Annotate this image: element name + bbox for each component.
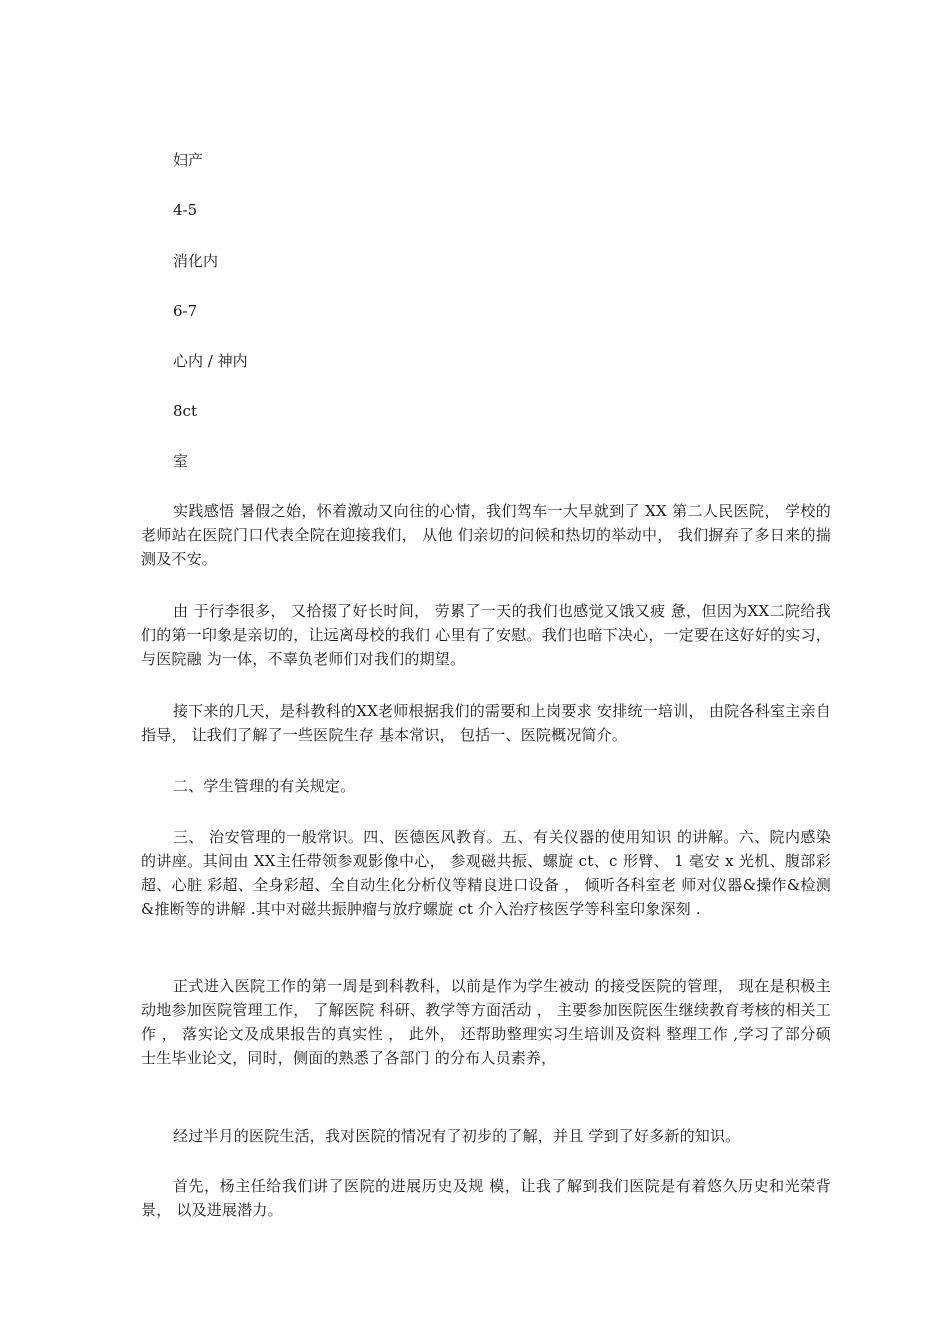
paragraph-student-rules: 二、学生管理的有关规定。	[173, 777, 356, 795]
schedule-line: 8ct	[173, 402, 197, 420]
schedule-line: 6-7	[173, 302, 198, 320]
schedule-line: 心内 / 神内	[173, 352, 248, 370]
paragraph-practice-reflection: 实践感悟 暑假之始，怀着激动又向往的心情，我们驾车一大早就到了 XX 第二人民医院， 学校的老师站在医院门口代表全院在迎接我们， 从他 们亲切的问候和热切的举动中， 我们摒弃了多日来的揣测及不安。	[141, 502, 831, 568]
schedule-line: 消化内	[173, 252, 219, 270]
schedule-line: 妇产	[173, 151, 204, 169]
paragraph-first-week: 正式进入医院工作的第一周是到科教科，以前是作为学生被动 的接受医院的管理， 现在是积极主动地参加医院管理工作， 了解医院 科研、教学等方面活动 ， 主要参加医院医生继续教育考核的相关工作 ， 落实论文及成果报告的真实性 ， 此外， 还帮助整理实习生培训及资料 整理工作 ,学习了部分硕士生毕业论文，同时，侧面的熟悉了各部门 的分布人员素养，	[141, 977, 831, 1067]
paragraph-luggage: 由 于行李很多， 又拾掇了好长时间， 劳累了一天的我们也感觉又饿又疲 惫，但因为XX二院给我们的第一印象是亲切的，让远离母校的我们 心里有了安慰。我们也暗下决心，一定要在这好好的实习，与医院融 为一体，不辜负老师们对我们的期望。	[141, 602, 831, 668]
schedule-line: 室	[173, 452, 189, 470]
paragraph-equipment-visit: 三、 治安管理的一般常识。四、医德医风教育。五、有关仪器的使用知识 的讲解。六、院内感染的讲座。其间由 XX主任带领参观影像中心， 参观磁共振、螺旋 ct、c 形臂、 1 毫安 x 光机、腹部彩超、心脏 彩超、全身彩超、全自动生化分析仪等精良进口设备 ， 倾听各科室老 师对仪器&操作&检测&推断等的讲解 .其中对磁共振肿瘤与放疗螺旋 ct 介入治疗核医学等科室印象深刻 .	[141, 828, 831, 918]
paragraph-half-month: 经过半月的医院生活，我对医院的情况有了初步的了解，并且 学到了好多新的知识。	[173, 1127, 741, 1145]
schedule-line: 4-5	[173, 201, 198, 219]
paragraph-training: 接下来的几天，是科教科的XX老师根据我们的需要和上岗要求 安排统一培训， 由院各科室主亲自指导， 让我们了解了一些医院生存 基本常识， 包括一、医院概况简介。	[141, 702, 831, 744]
paragraph-hospital-history: 首先，杨主任给我们讲了医院的进展历史及规 模，让我了解到我们医院是有着悠久历史和光荣背景， 以及进展潜力。	[141, 1177, 831, 1219]
